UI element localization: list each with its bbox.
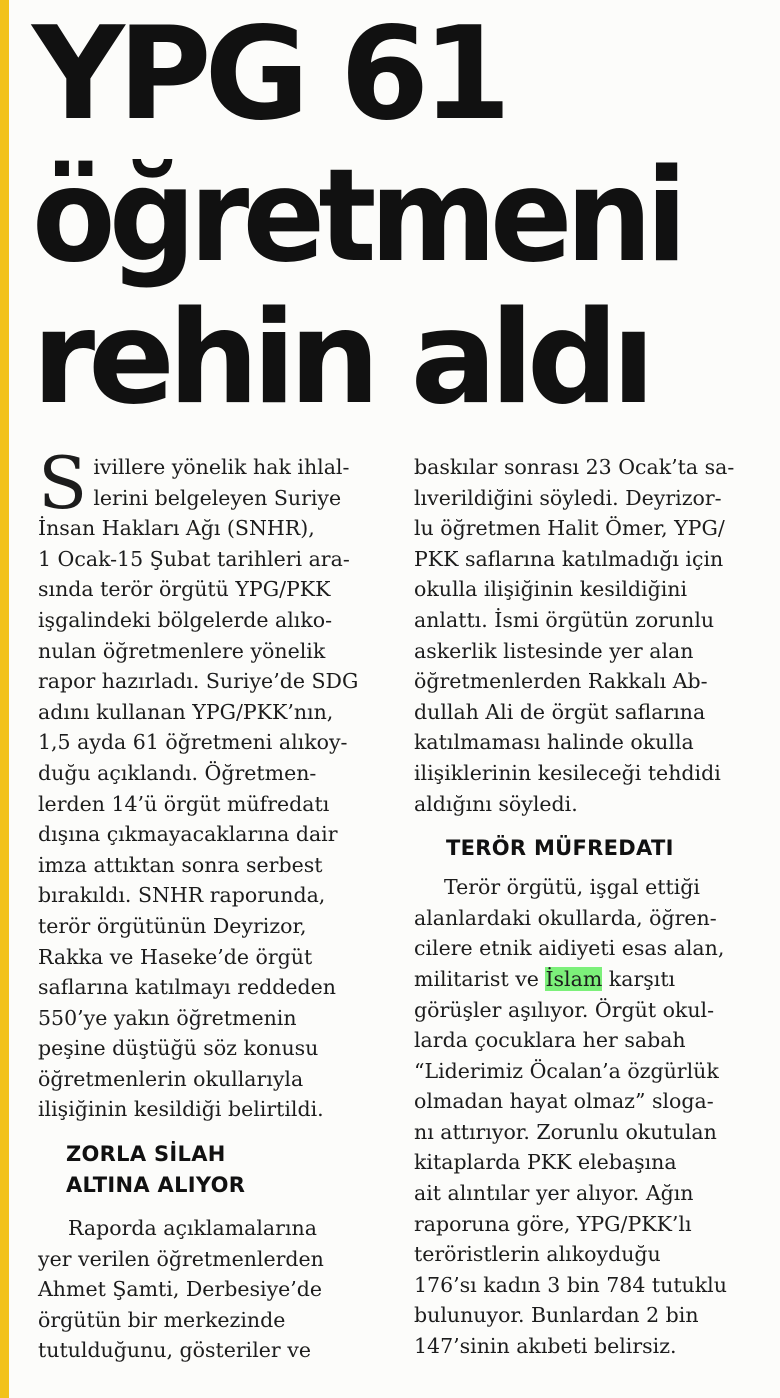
text-line: cilere etnik aidiyeti esas alan, [414,936,725,961]
text-line: nı attırıyor. Zorunlu okutulan [414,1119,717,1144]
text-line: 176’sı kadın 3 bin 784 tutuklu [414,1272,727,1297]
text-fragment: karşıtı [602,966,676,991]
text-line: okulla ilişiğinin kesildiğini [414,577,688,602]
text-line: katılmaması halinde okulla [414,730,694,755]
body-paragraph-continued [38,1244,378,1366]
text-line: adını kullanan YPG/PKK’nın, [38,699,334,724]
headline [32,0,772,433]
body-paragraph [38,513,378,1125]
text-line: “Liderimiz Öcalan’a özgürlük [414,1058,719,1083]
text-line: imza attıktan sonra serbest [38,852,323,877]
headline-line-3: rehin aldı [32,284,649,433]
text-line: İnsan Hakları Ağı (SNHR), [38,516,315,541]
text-line: öğretmenlerin okullarıyla [38,1066,304,1091]
text-line: bulunuyor. Bunlardan 2 bin [414,1303,699,1328]
text-line: görüşler aşılıyor. Örgüt okul- [414,997,715,1022]
text-line: Terör örgütü, işgal ettiği [444,875,700,900]
text-line: Raporda açıklamalarına [68,1216,317,1241]
text-line: duğu açıklandı. Öğretmen- [38,760,317,785]
text-line: askerlik listesinde yer alan [414,638,694,663]
text-line: rapor hazırladı. Suriye’de SDG [38,669,359,694]
text-line: raporuna göre, YPG/PKK’lı [414,1211,692,1236]
text-line: 147’sinin akıbeti belirsiz. [414,1334,677,1359]
text-line: anlattı. İsmi örgütün zorunlu [414,607,715,632]
text-line: bırakıldı. SNHR raporunda, [38,883,326,908]
text-line: teröristlerin alıkoyduğu [414,1242,661,1267]
highlighted-word: İslam [545,966,603,991]
body-paragraph [38,1213,378,1244]
text-line: öğretmenlerden Rakkalı Ab- [414,669,708,694]
text-line: örgütün bir merkezinde [38,1307,286,1332]
text-line: yer verilen öğretmenlerden [38,1246,324,1271]
text-line: tutulduğunu, gösteriler ve [38,1338,311,1363]
text-line: 1 Ocak-15 Şubat tarihleri ara- [38,546,350,571]
text-line: peşine düştüğü söz konusu [38,1036,319,1061]
text-line: aldığını söyledi. [414,791,578,816]
section-heading: TERÖR MÜFREDATI [446,836,674,861]
text-line: larda çocuklara her sabah [414,1028,686,1053]
drop-cap: S [38,441,88,525]
text-line: kitaplarda PKK elebaşına [414,1150,677,1175]
body-paragraph-continued [414,903,764,1362]
right-column [414,452,764,1362]
section-heading [66,1139,378,1201]
text-line: 550’ye yakın öğretmenin [38,1005,297,1030]
text-line-highlighted [414,964,764,995]
text-line: PKK saflarına katılmadığı için [414,546,724,571]
accent-bar [0,0,9,1398]
text-line: terör örgütünün Deyrizor, [38,913,307,938]
text-line: Rakka ve Haseke’de örgüt [38,944,313,969]
text-line: ilişiklerinin kesileceği tehdidi [414,760,721,785]
section-heading-line: ZORLA SİLAH [66,1142,226,1167]
body-paragraph [414,872,764,903]
text-line: 1,5 ayda 61 öğretmeni alıkoy- [38,730,348,755]
intro-paragraph [38,441,378,525]
headline-line-1: YPG 61 [32,0,505,149]
text-line: saflarına katılmayı reddeden [38,975,337,1000]
text-line: dullah Ali de örgüt saflarına [414,699,706,724]
text-line: ait alıntılar yer alıyor. Ağın [414,1181,694,1206]
text-line: lerini belgeleyen Suriye [93,485,342,510]
text-line: lerden 14’ü örgüt müfredatı [38,791,330,816]
text-line: alanlardaki okullarda, öğren- [414,905,717,930]
text-fragment: militarist ve [414,966,546,991]
left-column [38,441,378,1366]
text-line: ivillere yönelik hak ihlal- [93,455,350,479]
text-line: lıverildiğini söyledi. Deyrizor- [414,485,722,510]
text-line: dışına çıkmayacaklarına dair [38,822,338,847]
text-line: baskılar sonrası 23 Ocak’ta sa- [414,455,735,479]
text-line: nulan öğretmenlere yönelik [38,638,326,663]
text-line: işgalindeki bölgelerde alıko- [38,607,333,632]
text-line: ilişiğinin kesildiği belirtildi. [38,1097,324,1122]
text-line: lu öğretmen Halit Ömer, YPG/ [414,516,725,541]
text-line: Ahmet Şamti, Derbesiye’de [38,1277,323,1302]
body-paragraph [414,452,764,819]
headline-line-2: öğretmeni [32,142,681,291]
section-heading-line: ALTINA ALIYOR [66,1173,246,1198]
text-line: olmadan hayat olmaz” sloga- [414,1089,714,1114]
text-line: sında terör örgütü YPG/PKK [38,577,331,602]
